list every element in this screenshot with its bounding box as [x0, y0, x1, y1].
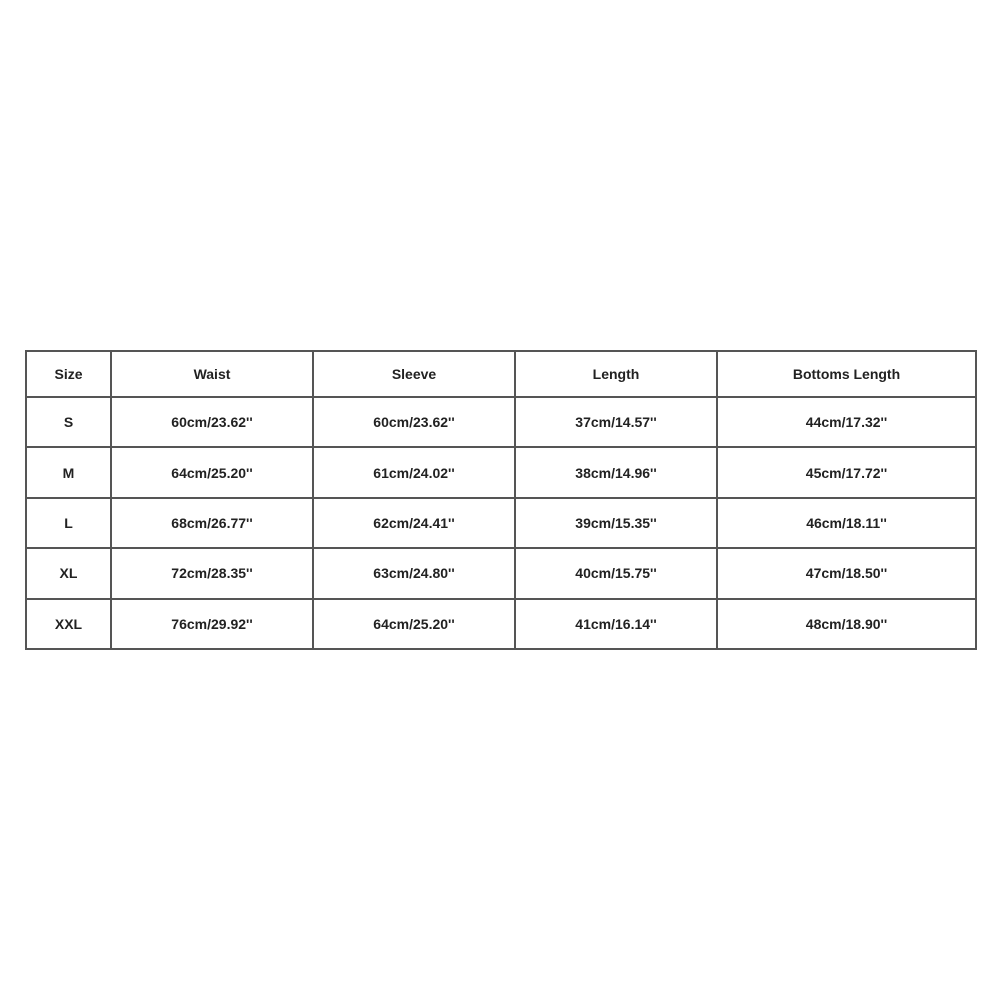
- cell-size: M: [26, 447, 111, 497]
- header-bottoms-length: Bottoms Length: [717, 351, 976, 397]
- header-sleeve: Sleeve: [313, 351, 515, 397]
- cell-waist: 60cm/23.62'': [111, 397, 313, 447]
- cell-bottoms-length: 44cm/17.32'': [717, 397, 976, 447]
- cell-sleeve: 62cm/24.41'': [313, 498, 515, 548]
- cell-bottoms-length: 45cm/17.72'': [717, 447, 976, 497]
- cell-sleeve: 64cm/25.20'': [313, 599, 515, 649]
- header-row: [26, 351, 976, 397]
- header-waist: Waist: [111, 351, 313, 397]
- cell-length: 38cm/14.96'': [515, 447, 717, 497]
- cell-bottoms-length: 48cm/18.90'': [717, 599, 976, 649]
- table-row: [26, 397, 976, 447]
- cell-size: XXL: [26, 599, 111, 649]
- table-row: [26, 447, 976, 497]
- cell-length: 39cm/15.35'': [515, 498, 717, 548]
- cell-sleeve: 60cm/23.62'': [313, 397, 515, 447]
- table-row: [26, 498, 976, 548]
- cell-waist: 76cm/29.92'': [111, 599, 313, 649]
- cell-sleeve: 61cm/24.02'': [313, 447, 515, 497]
- cell-size: S: [26, 397, 111, 447]
- size-chart-table: [25, 350, 977, 650]
- cell-bottoms-length: 47cm/18.50'': [717, 548, 976, 598]
- cell-sleeve: 63cm/24.80'': [313, 548, 515, 598]
- cell-size: XL: [26, 548, 111, 598]
- cell-size: L: [26, 498, 111, 548]
- header-length: Length: [515, 351, 717, 397]
- cell-waist: 72cm/28.35'': [111, 548, 313, 598]
- table-row: [26, 599, 976, 649]
- cell-length: 40cm/15.75'': [515, 548, 717, 598]
- cell-bottoms-length: 46cm/18.11'': [717, 498, 976, 548]
- cell-waist: 68cm/26.77'': [111, 498, 313, 548]
- header-size: Size: [26, 351, 111, 397]
- cell-length: 37cm/14.57'': [515, 397, 717, 447]
- table-row: [26, 548, 976, 598]
- cell-length: 41cm/16.14'': [515, 599, 717, 649]
- cell-waist: 64cm/25.20'': [111, 447, 313, 497]
